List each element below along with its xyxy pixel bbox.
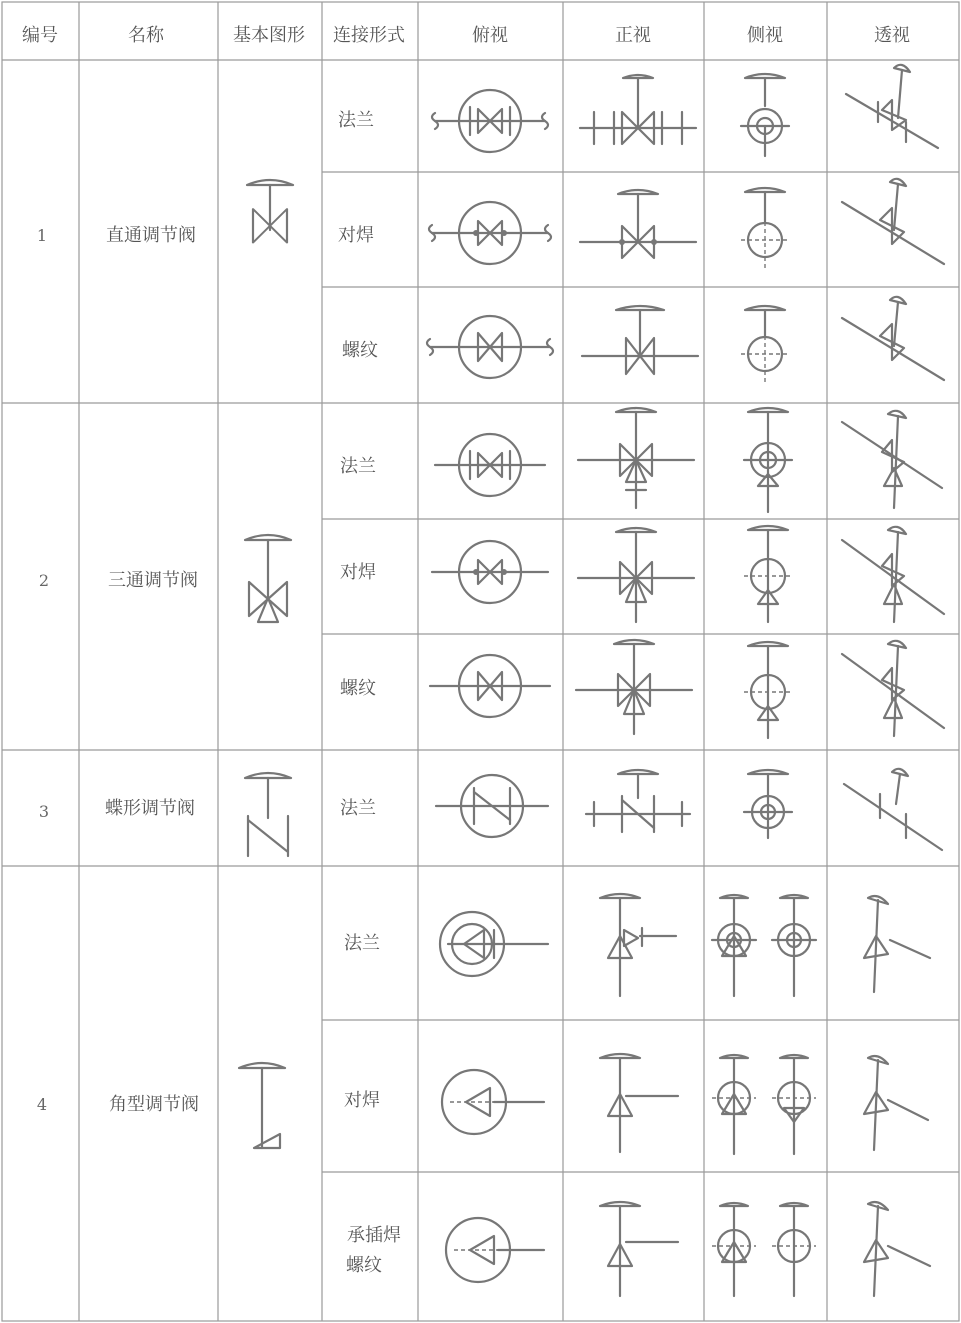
g4-socket-side-view-icon: [712, 1203, 816, 1296]
connection-label: 对焊: [344, 1090, 380, 1111]
g4-weld-side-view-icon: [712, 1055, 816, 1154]
basic-shape-straight-valve-icon: [247, 180, 293, 243]
g2-flange-front-view-icon: [578, 408, 694, 508]
basic-shape-angle-valve-icon: [239, 1063, 285, 1148]
g1-thread-front-view-icon: [582, 306, 698, 374]
group-name: 三通调节阀: [108, 570, 198, 591]
connection-label: 螺纹: [346, 1255, 382, 1276]
g4-socket-top-view-icon: [446, 1218, 544, 1282]
connection-label: 对焊: [340, 562, 376, 583]
connection-label: 螺纹: [340, 678, 376, 699]
g2-weld-top-view-icon: [432, 541, 548, 603]
g3-flange-perspective-icon: [844, 769, 942, 850]
g2-flange-top-view-icon: [435, 434, 545, 496]
header-front-view: 正视: [615, 25, 651, 46]
connection-label: 螺纹: [342, 340, 378, 361]
connection-label: 法兰: [340, 798, 376, 819]
header-perspective: 透视: [874, 25, 910, 46]
g1-thread-perspective-icon: [842, 297, 944, 380]
group-4: [37, 933, 401, 1276]
g4-flange-perspective-icon: [864, 896, 930, 992]
header-basic-shape: 基本图形: [233, 25, 305, 46]
connection-label: 法兰: [338, 110, 374, 131]
g1-flange-front-view-icon: [580, 75, 696, 144]
group-2: [39, 456, 376, 699]
g1-flange-top-view-icon: [432, 90, 548, 152]
g2-weld-front-view-icon: [578, 528, 694, 622]
g2-thread-perspective-icon: [842, 641, 944, 736]
g2-thread-front-view-icon: [576, 640, 692, 734]
g3-flange-side-view-icon: [744, 770, 792, 838]
g3-flange-top-view-icon: [436, 775, 548, 837]
g2-thread-top-view-icon: [430, 655, 550, 717]
g4-socket-front-view-icon: [600, 1202, 678, 1296]
connection-label: 法兰: [344, 933, 380, 954]
group-3: [39, 798, 376, 821]
g4-weld-perspective-icon: [864, 1056, 928, 1150]
g2-flange-perspective-icon: [842, 411, 942, 508]
g1-flange-side-view-icon: [741, 74, 789, 156]
connection-label: 对焊: [338, 225, 374, 246]
g2-weld-side-view-icon: [744, 526, 792, 622]
g4-weld-front-view-icon: [600, 1054, 678, 1152]
group-number: 1: [36, 226, 48, 245]
group-1: [37, 110, 378, 361]
basic-shape-three-way-valve-icon: [245, 535, 291, 622]
table-border: [2, 2, 959, 1321]
g1-weld-side-view-icon: [741, 188, 789, 268]
g2-weld-perspective-icon: [842, 527, 944, 622]
g4-weld-top-view-icon: [442, 1070, 544, 1134]
group-name: 蝶形调节阀: [105, 798, 195, 819]
group-number: 4: [36, 1095, 48, 1114]
g4-flange-side-view-icon: [712, 895, 816, 996]
header-number: 编号: [22, 25, 58, 46]
g1-thread-side-view-icon: [741, 306, 789, 382]
header-top-view: 俯视: [472, 25, 508, 46]
g1-weld-perspective-icon: [842, 179, 944, 264]
g1-weld-top-view-icon: [429, 202, 551, 264]
g4-socket-perspective-icon: [864, 1202, 930, 1296]
group-number: 3: [38, 802, 50, 821]
group-name: 角型调节阀: [109, 1094, 199, 1115]
g3-flange-front-view-icon: [586, 770, 690, 832]
g1-weld-front-view-icon: [580, 190, 696, 258]
connection-label: 承插焊: [347, 1225, 401, 1246]
header-name: 名称: [128, 25, 164, 46]
group-name: 直通调节阀: [106, 225, 196, 246]
header-connection: 连接形式: [333, 25, 405, 46]
g2-flange-side-view-icon: [744, 408, 792, 512]
g4-flange-top-view-icon: [440, 912, 548, 976]
connection-label: 法兰: [340, 456, 376, 477]
g1-flange-perspective-icon: [846, 65, 938, 148]
g4-flange-front-view-icon: [600, 894, 676, 996]
basic-shape-butterfly-valve-icon: [245, 773, 291, 856]
header-row: [22, 25, 910, 46]
group-number: 2: [38, 571, 50, 590]
header-side-view: 侧视: [747, 25, 783, 46]
g2-thread-side-view-icon: [744, 642, 792, 738]
vertical-grid: [79, 2, 827, 1321]
g1-thread-top-view-icon: [427, 316, 553, 378]
